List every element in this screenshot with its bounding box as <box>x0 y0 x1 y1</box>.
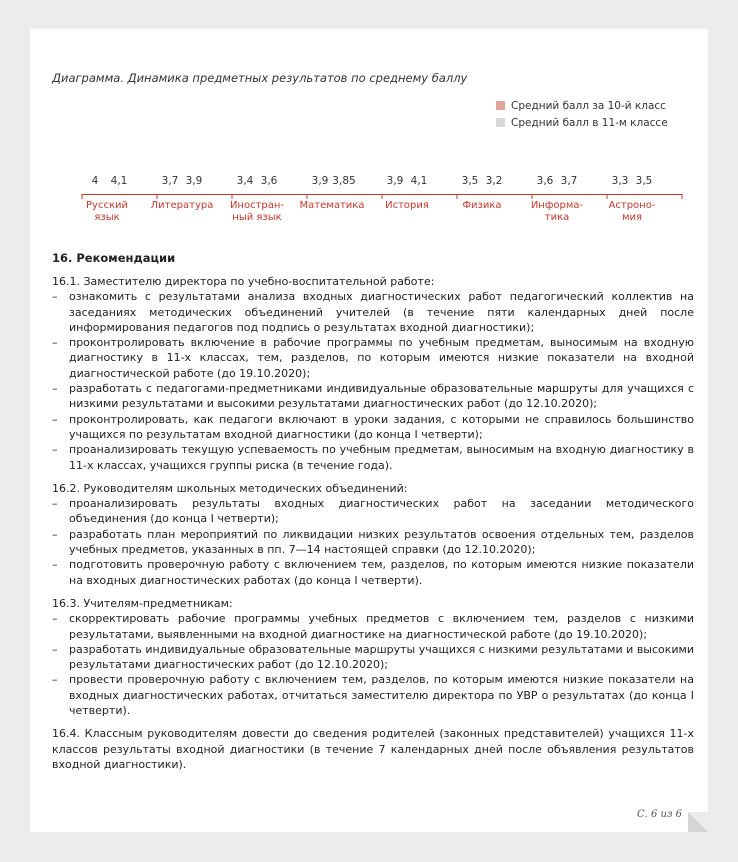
chart-svg <box>30 29 708 249</box>
dash-bullet: – <box>52 612 58 626</box>
document-page <box>30 29 708 832</box>
bar-value-label-1-3: 3,85 <box>332 175 356 187</box>
category-label-6-0: Информа- <box>530 200 584 211</box>
dash-bullet: – <box>52 443 58 457</box>
recommendation-item <box>52 335 694 381</box>
item-text: скорректировать рабочие программы учебных предметов с включением тем, разделов с низкими результатами, выявленными на входной диагностике на диагностической работе (до 19.10.2020); <box>69 612 694 641</box>
recommendation-item <box>52 381 694 412</box>
section-title: 16. Рекомендации <box>52 251 176 265</box>
recommendation-item <box>52 442 694 473</box>
bar-value-label-1-2: 3,6 <box>260 175 278 187</box>
item-text: провести проверочную работу с включением тем, разделов, по которым имеются низкие показатели на входных диагностических работах, отчитаться заместителю директора по УВР о результатах (до конца I четверти). <box>69 673 694 718</box>
legend-item-10 <box>496 97 668 114</box>
bar-value-label-0-6: 3,6 <box>536 175 554 187</box>
recommendation-item <box>52 611 694 642</box>
dash-bullet: – <box>52 412 58 426</box>
bar-value-label-0-7: 3,3 <box>611 175 629 187</box>
legend-swatch-10 <box>496 101 505 110</box>
category-label-0-0: Русский <box>86 200 128 211</box>
bar-value-label-1-6: 3,7 <box>560 175 578 187</box>
recommendations-content <box>52 274 694 780</box>
recommendation-block-1 <box>52 274 694 473</box>
category-label-7-0: Астроно- <box>608 200 656 211</box>
category-label-2-1: ный язык <box>232 212 282 223</box>
item-text: ознакомить с результатами анализа входных диагностических работ педагогический коллектив на заседаниях методических объединений учителей (в течение пяти календарных дней после информирования педагогов под подпись о результатах входной диагностики); <box>69 290 694 334</box>
bar-value-label-0-2: 3,4 <box>236 175 254 187</box>
category-label-0-1: язык <box>94 212 120 223</box>
legend-item-11 <box>496 114 668 131</box>
recommendation-block-3 <box>52 596 694 718</box>
dash-bullet: – <box>52 336 58 350</box>
page-number: С. 6 из 6 <box>637 809 682 820</box>
recommendation-item <box>52 496 694 527</box>
recommendation-item <box>52 527 694 558</box>
dash-bullet: – <box>52 382 58 396</box>
recommendation-block-2 <box>52 481 694 588</box>
bar-value-label-0-3: 3,9 <box>311 175 329 187</box>
legend-swatch-11 <box>496 118 505 127</box>
bar-value-label-1-5: 3,2 <box>485 175 503 187</box>
dash-bullet: – <box>52 527 58 541</box>
recommendation-block-4 <box>52 726 694 772</box>
item-text: разработать индивидуальные образовательные маршруты учащихся с низкими результатами и высокими результатами диагностических работ (до 12.10.2020); <box>69 642 694 672</box>
recommendation-heading: 16.3. Учителям-предметникам: <box>52 596 233 610</box>
dash-bullet: – <box>52 290 58 304</box>
bar-value-label-1-7: 3,5 <box>635 175 653 187</box>
recommendation-item <box>52 412 694 443</box>
diagram-title: Диаграмма. Динамика предметных результатов по среднему баллу <box>52 71 468 85</box>
item-text: проанализировать текущую успеваемость по учебным предметам, выносимым на входную диагностику в 11-х классах, учащихся группы риска (в течение года). <box>69 443 694 472</box>
category-label-6-1: тика <box>544 212 570 223</box>
recommendation-heading: 16.1. Заместителю директора по учебно-воспитательной работе: <box>52 275 435 288</box>
legend-label-10: Средний балл за 10-й класс <box>511 99 666 112</box>
item-text: подготовить проверочную работу с включением тем, разделов, по которым имеются низкие показатели на входных диагностических работах (до конца I четверти). <box>69 558 694 587</box>
bar-value-label-0-1: 3,7 <box>161 175 179 187</box>
recommendation-item <box>52 557 694 588</box>
category-label-7-1: мия <box>621 212 643 223</box>
category-label-3-0: Математика <box>299 200 365 211</box>
item-text: разработать план мероприятий по ликвидации низких результатов освоения отдельных тем, разделов учебных предметов, указанных в пп. 7—14 настоящей справки (до 12.10.2020); <box>69 527 694 557</box>
item-text: проконтролировать включение в рабочие программы по учебным предметам, выносимым на входную диагностику в 11-х классах, тем, разделов, по которым имеются низкие показатели на входной диагностической работе (до 19.10.2020); <box>69 336 694 380</box>
bar-chart <box>30 29 708 249</box>
dash-bullet: – <box>52 558 58 572</box>
bar-value-label-0-4: 3,9 <box>386 175 404 187</box>
bar-value-label-0-5: 3,5 <box>461 175 479 187</box>
recommendation-heading: 16.4. Классным руководителям довести до сведения родителей (законных представителей) учащихся 11-х классов результаты входной диагностики (в течение 7 календарных дней после объявления результатов входной диагностики). <box>52 727 694 771</box>
dash-bullet: – <box>52 673 58 687</box>
item-text: проанализировать результаты входных диагностических работ на заседании методического объединения (до конца I четверти); <box>69 497 694 526</box>
item-text: проконтролировать, как педагоги включают в уроки задания, с которыми не справилось большинство учащихся по результатам входной диагностики (до конца I четверти); <box>69 412 694 441</box>
category-label-4-0: История <box>385 200 429 211</box>
page-fold-corner <box>688 812 708 832</box>
recommendation-item <box>52 672 694 718</box>
item-text: разработать с педагогами-предметниками индивидуальные образовательные маршруты для учащихся с низкими результатами и высокими результатами диагностических работ (до 12.10.2020); <box>69 382 694 411</box>
dash-bullet: – <box>52 642 58 656</box>
recommendation-item <box>52 642 694 673</box>
bar-value-label-1-0: 4,1 <box>110 175 128 187</box>
category-label-1-0: Литература <box>150 200 214 211</box>
bar-value-label-1-1: 3,9 <box>185 175 203 187</box>
category-label-5-0: Физика <box>462 200 502 211</box>
recommendation-item <box>52 289 694 335</box>
chart-legend <box>496 97 668 131</box>
category-label-2-0: Иностран- <box>229 200 285 211</box>
dash-bullet: – <box>52 497 58 511</box>
bar-value-label-0-0: 4 <box>91 175 99 187</box>
bar-value-label-1-4: 4,1 <box>410 175 428 187</box>
legend-label-11: Средний балл в 11-м классе <box>511 116 668 129</box>
recommendation-heading: 16.2. Руководителям школьных методических объединений: <box>52 481 408 495</box>
